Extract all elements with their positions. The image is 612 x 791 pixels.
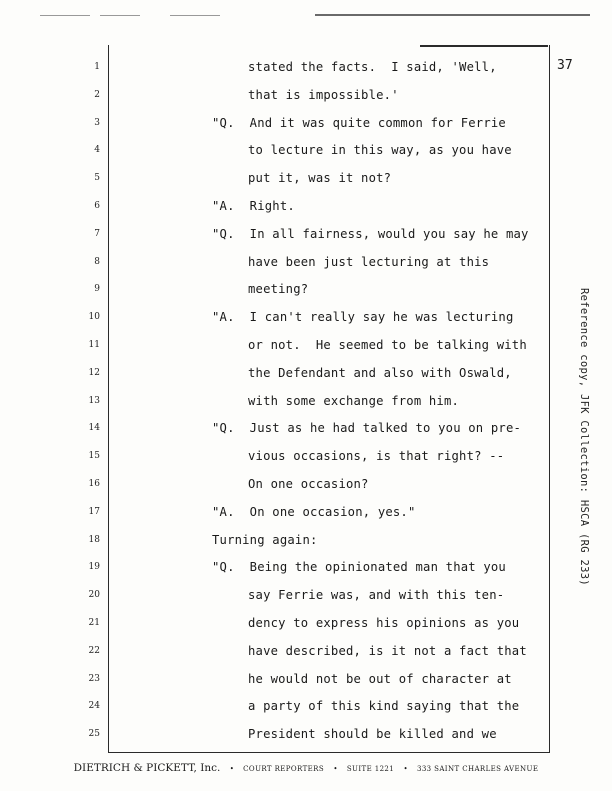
scan-artifact-line (315, 14, 590, 16)
transcript-line (0, 387, 612, 415)
line-text: say Ferrie was, and with this ten- (248, 588, 505, 603)
line-number: 25 (88, 729, 100, 740)
transcript-line (0, 692, 612, 720)
line-text: "Q. In all fairness, would you say he may (212, 226, 529, 241)
archive-side-note: Reference copy, JFK Collection: HSCA (RG 233) (578, 288, 590, 586)
transcript-line (0, 442, 612, 470)
footer-firm: DIETRICH & PICKETT, Inc. (73, 762, 221, 774)
line-text: "A. I can't really say he was lecturing (212, 310, 514, 325)
transcript-line (0, 303, 612, 331)
line-number: 20 (88, 590, 100, 601)
line-number: 1 (94, 62, 100, 72)
line-text: President should be killed and we (248, 727, 497, 742)
line-number: 6 (94, 201, 100, 211)
footer-separator: • (229, 765, 234, 773)
line-number: 7 (94, 228, 100, 239)
footer-suite: SUITE 1221 (346, 765, 395, 773)
transcript-line (0, 109, 612, 137)
line-text: have described, is it not a fact that (248, 643, 527, 658)
line-number: 21 (88, 618, 100, 628)
footer-separator: • (403, 765, 408, 773)
footer-address: 333 SAINT CHARLES AVENUE (416, 765, 539, 773)
transcript-line (0, 220, 612, 248)
line-number: 18 (88, 534, 100, 545)
line-number: 3 (94, 117, 100, 128)
line-number: 16 (88, 479, 100, 489)
line-text: "Q. Just as he had talked to you on pre- (212, 421, 522, 436)
transcript-line (0, 248, 612, 276)
transcript-line (0, 665, 612, 693)
line-number: 10 (88, 312, 100, 323)
footer-service: COURT REPORTERS (243, 765, 325, 773)
scan-artifact-line (100, 15, 140, 16)
transcript-line (0, 581, 612, 609)
transcript-line (0, 192, 612, 220)
line-text: "Q. And it was quite common for Ferrie (212, 115, 506, 130)
transcript-line (0, 164, 612, 192)
line-number: 9 (94, 284, 100, 295)
transcript-line (0, 53, 612, 81)
transcript-line (0, 359, 612, 387)
line-text: put it, was it not? (248, 171, 392, 186)
line-text: with some exchange from him. (248, 393, 460, 408)
line-text: dency to express his opinions as you (248, 616, 520, 630)
transcript-line (0, 275, 612, 303)
page-footer (0, 762, 612, 774)
page-number: 37 (557, 58, 573, 73)
transcript-line (0, 609, 612, 637)
line-number: 12 (88, 367, 100, 378)
line-number: 15 (88, 451, 100, 462)
transcript-line (0, 470, 612, 498)
transcript-line (0, 498, 612, 526)
line-number: 4 (94, 145, 100, 156)
line-number: 19 (88, 562, 100, 573)
transcript-line (0, 81, 612, 109)
line-number: 24 (88, 701, 100, 712)
line-number: 8 (94, 256, 100, 267)
line-text: or not. He seemed to be talking with (248, 338, 527, 352)
line-text: On one occasion? (248, 477, 369, 491)
line-text: that is impossible.' (248, 87, 399, 102)
line-number: 22 (88, 645, 100, 656)
line-text: meeting? (248, 282, 309, 297)
scan-artifact-line (40, 15, 90, 16)
transcript-line (0, 553, 612, 581)
scan-artifact-line (170, 15, 220, 16)
line-text: he would not be out of character at (248, 671, 512, 686)
line-number: 17 (88, 506, 100, 517)
line-text: "A. On one occasion, yes." (212, 504, 416, 519)
line-text: vious occasions, is that right? -- (248, 449, 505, 464)
line-text: "A. Right. (212, 199, 295, 213)
transcript-line (0, 331, 612, 359)
line-number: 2 (94, 89, 100, 100)
line-text: stated the facts. I said, 'Well, (248, 60, 497, 74)
transcript-line (0, 414, 612, 442)
line-text: Turning again: (212, 532, 318, 547)
transcript-line (0, 720, 612, 748)
line-text: a party of this kind saying that the (248, 699, 520, 714)
line-number: 5 (94, 173, 100, 184)
line-text: to lecture in this way, as you have (248, 143, 512, 158)
footer-separator: • (333, 765, 338, 773)
transcript-line (0, 526, 612, 554)
transcript-line (0, 136, 612, 164)
line-number: 23 (88, 673, 100, 684)
line-number: 14 (88, 423, 100, 434)
line-number: 13 (88, 395, 100, 406)
line-text: the Defendant and also with Oswald, (248, 365, 512, 380)
line-text: have been just lecturing at this (248, 254, 490, 269)
line-number: 11 (88, 340, 100, 350)
line-text: "Q. Being the opinionated man that you (212, 560, 506, 575)
transcript-line (0, 637, 612, 665)
